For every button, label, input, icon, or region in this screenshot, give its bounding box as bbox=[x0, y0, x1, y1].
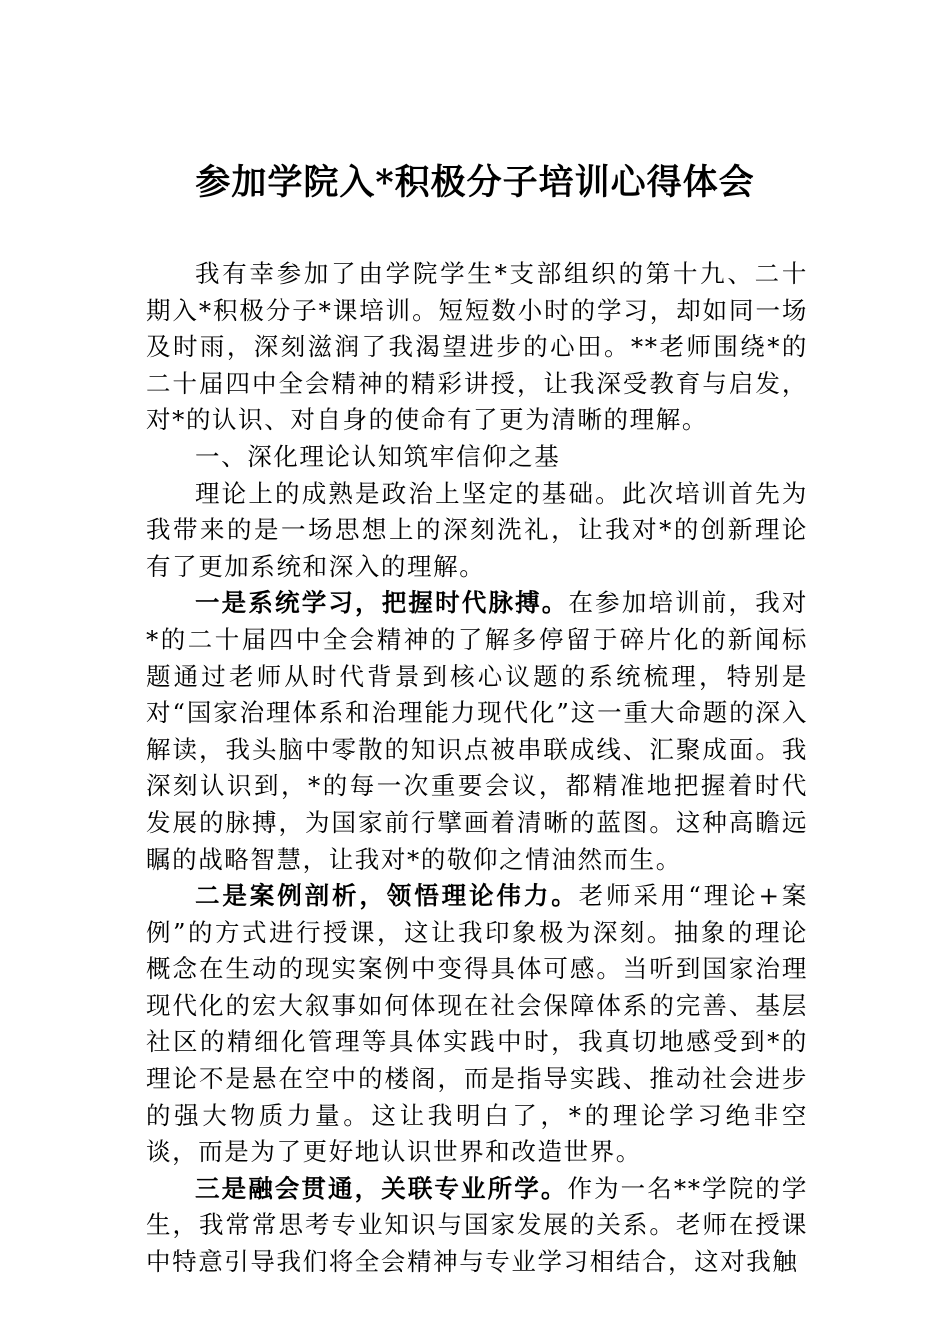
intro-paragraph: 我有幸参加了由学院学生*支部组织的第十九、二十期入*积极分子*课培训。短短数小时的学习，却如同一场及时雨，深刻滋润了我渴望进步的心田。**老师围绕*的二十届四中全会精神的精彩讲授，让我深受教育与启发，对*的认识、对自身的使命有了更为清晰的理解。 bbox=[146, 259, 808, 435]
point-3-paragraph bbox=[146, 1171, 808, 1281]
point-2-text: 老师采用“理论+案例”的方式进行授课，这让我印象极为深刻。抽象的理论概念在生动的现实案例中变得具体可感。当听到国家治理现代化的宏大叙事如何体现在社会保障体系的完善、基层社区的精细化管理等具体实践中时，我真切地感受到*的理论不是悬在空中的楼阁，而是指导实践、推动社会进步的强大物质力量。这让我明白了，*的理论学习绝非空谈，而是为了更好地认识世界和改造世界。 bbox=[146, 881, 808, 1167]
section-1-paragraph: 理论上的成熟是政治上坚定的基础。此次培训首先为我带来的是一场思想上的深刻洗礼，让我对*的创新理论有了更加系统和深入的理解。 bbox=[146, 478, 808, 581]
document-title: 参加学院入*积极分子培训心得体会 bbox=[195, 162, 755, 203]
point-1-paragraph bbox=[146, 585, 808, 878]
point-1-lead: 一是系统学习，把握时代脉搏。 bbox=[195, 588, 569, 618]
section-heading-1: 一、深化理论认知筑牢信仰之基 bbox=[195, 441, 561, 471]
point-3-lead: 三是融会贯通，关联专业所学。 bbox=[195, 1173, 568, 1203]
point-1-text: 在参加培训前，我对*的二十届四中全会精神的了解多停留于碎片化的新闻标题通过老师从时代背景到核心议题的系统梳理，特别是对“国家治理体系和治理能力现代化”这一重大命题的深入解读，我头脑中零散的知识点被串联成线、汇聚成面。我深刻认识到，*的每一次重要会议，都精准地把握着时代发展的脉搏，为国家前行擘画着清晰的蓝图。这种高瞻远瞩的战略智慧，让我对*的敬仰之情油然而生。 bbox=[146, 588, 808, 874]
point-2-paragraph bbox=[146, 878, 808, 1171]
point-2-lead: 二是案例剖析，领悟理论伟力。 bbox=[195, 881, 579, 911]
document-body bbox=[146, 256, 808, 1281]
point-3-text: 作为一名**学院的学生，我常常思考专业知识与国家发展的关系。老师在授课中特意引导我们将全会精神与专业学习相结合，这对我触 bbox=[146, 1173, 809, 1277]
